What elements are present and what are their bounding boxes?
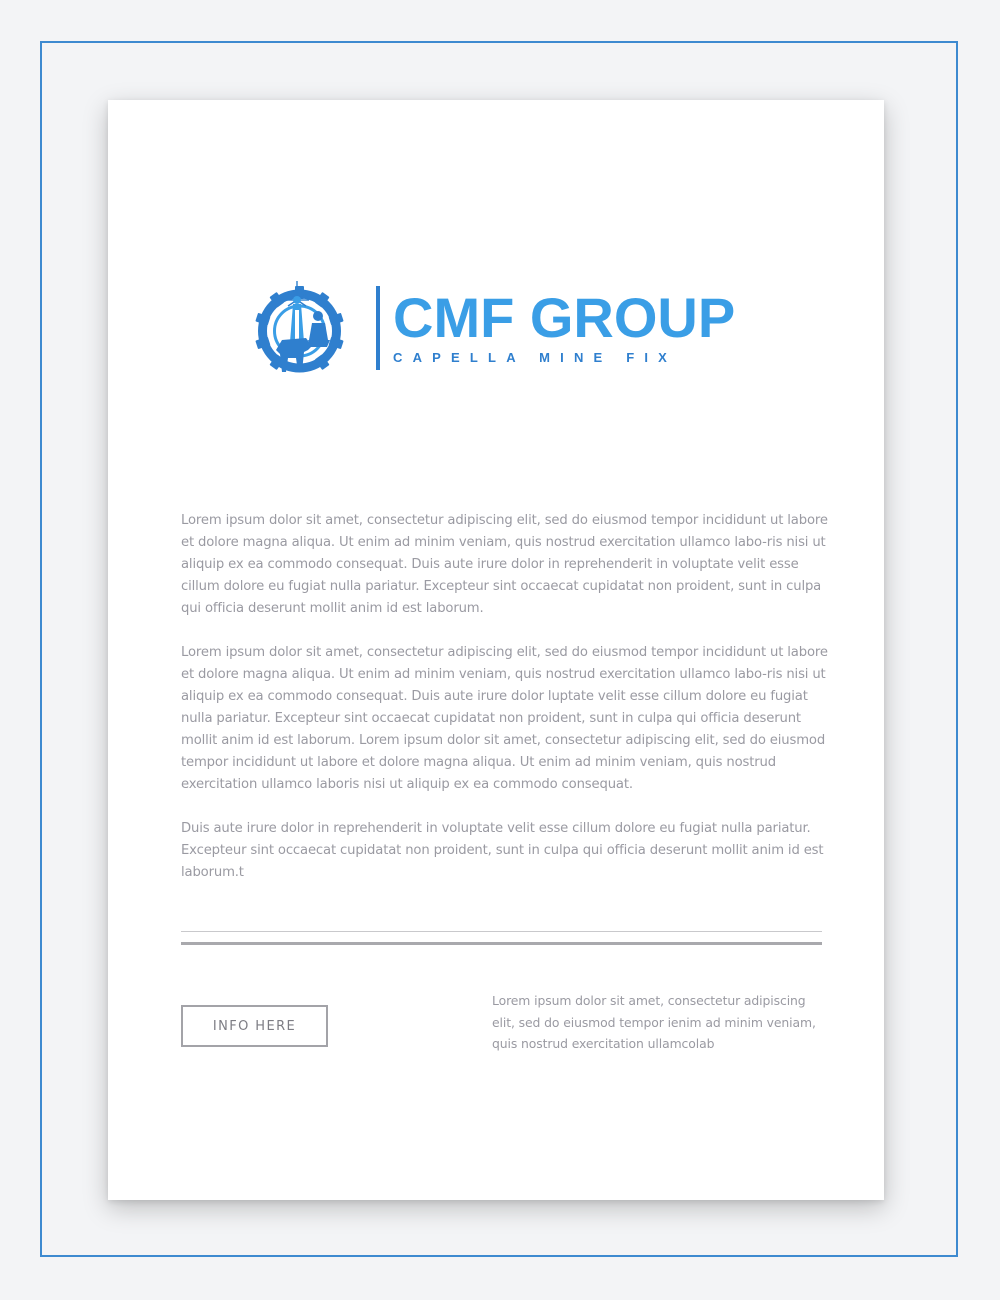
- body-paragraph-1: Lorem ipsum dolor sit amet, consectetur adipiscing elit, sed do eiusmod tempor incididunt ut labore et dolore magna aliqua. Ut enim ad minim veniam, quis nostrud exercitation ullamco labo-ris nisi ut aliquip ex ea commodo consequat. Duis aute irure dolor in reprehenderit in voluptate velit esse cillum dolore eu fugiat nulla pariatur. Excepteur sint occaecat cupidatat non proident, sunt in culpa qui officia deserunt mollit anim id est laborum.: [181, 513, 828, 616]
- info-button[interactable]: INFO HERE: [181, 1005, 328, 1047]
- body-paragraph-2: Lorem ipsum dolor sit amet, consectetur adipiscing elit, sed do eiusmod tempor incididunt ut labore et dolore magna aliqua. Ut enim ad minim veniam, quis nostrud exercitation ullamco labo-ris nisi ut aliquip ex ea commodo consequat. Duis aute irure dolor luptate velit esse cillum dolore eu fugiat nulla pariatur. Excepteur sint occaecat cupidatat non proident, sunt in culpa qui officia deserunt mollit anim id est laborum. Lorem ipsum dolor sit amet, consectetur adipiscing elit, sed do eiusmod tempor incididunt ut labore et dolore magna aliqua. Ut enim ad minim veniam, quis nostrud exercitation ullamco laboris nisi ut aliquip ex ea commodo consequat.: [181, 645, 828, 792]
- company-logo: [248, 280, 748, 380]
- body-paragraph-3: Duis aute irure dolor in reprehenderit in voluptate velit esse cillum dolore eu fugiat nulla pariatur. Excepteur sint occaecat cupidatat non proident, sunt in culpa qui officia deserunt mollit anim id est laborum.t: [181, 821, 824, 880]
- brand-tagline: CAPELLA MINE FIX: [393, 350, 678, 365]
- divider-thick: [181, 942, 822, 945]
- gear-windmill-miner-icon: [255, 281, 343, 372]
- footer-text: Lorem ipsum dolor sit amet, consectetur adipiscing elit, sed do eiusmod tempor ienim ad minim veniam, quis nostrud exercitation ullamcolab: [492, 993, 816, 1051]
- brand-name: CMF GROUP: [393, 286, 736, 349]
- divider-thin: [181, 931, 822, 932]
- letterhead-page: [108, 100, 884, 1200]
